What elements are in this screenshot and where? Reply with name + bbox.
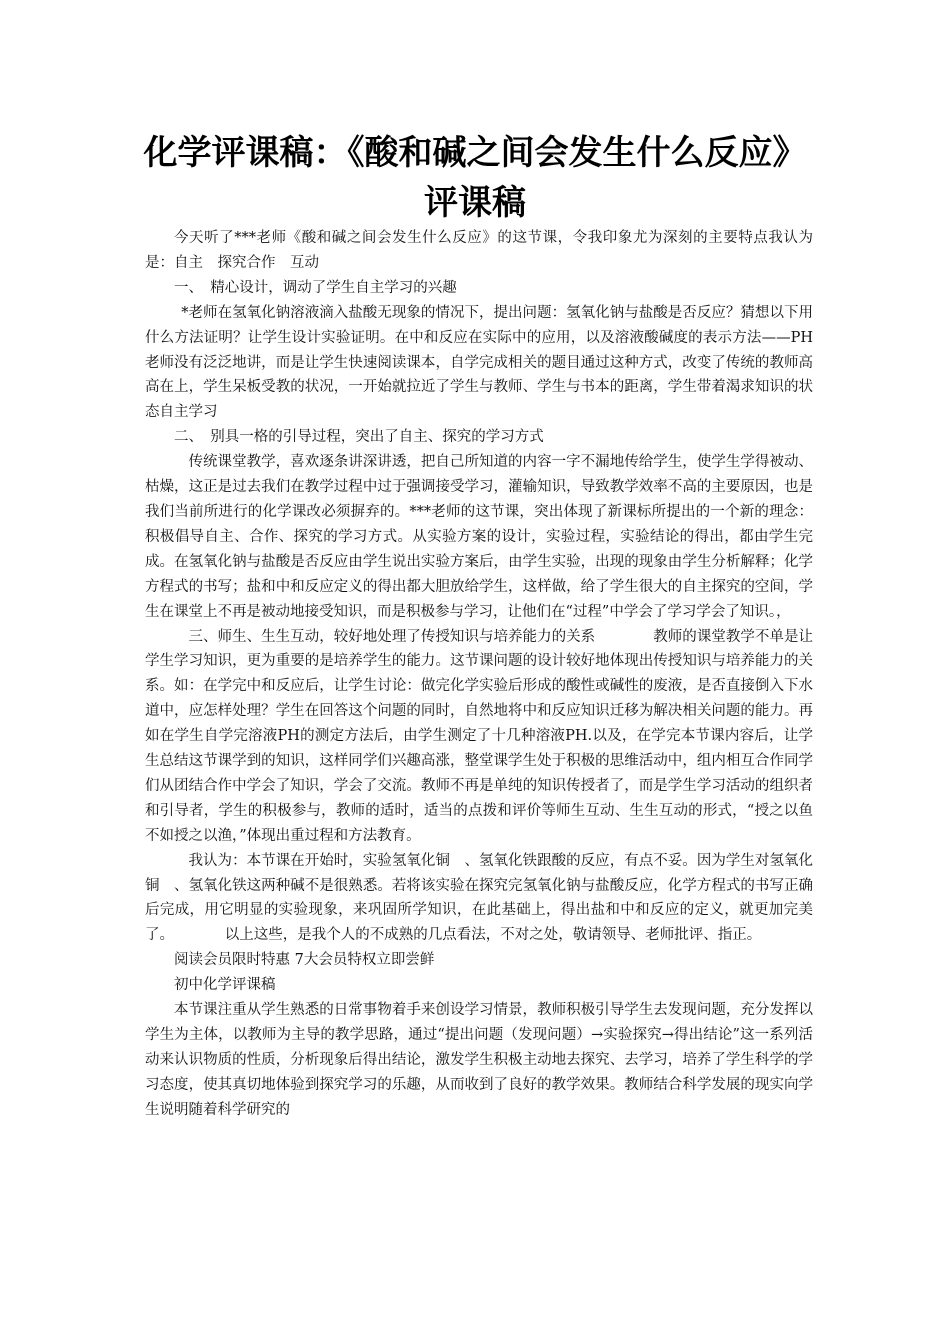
paragraph-opinion: 我认为：本节课在开始时，实验氢氧化铜 、氢氧化铁跟酸的反应，有点不妥。因为学生对氢氧化铜 、氢氧化铁这两种碱不是很熟悉。若将该实验在探究完氢氧化钠与盐酸反应，化学方程式的书写正确后完成，用它明显的实验现象，来巩固所学知识，在此基础上，得出盐和中和反应的定义，就更加完美了。 以上这些，是我个人的不成熟的几点看法，不对之处，敬请领导、老师批评、指正。 [145,852,813,944]
paragraph-section-3: 三、师生、生生互动，较好地处理了传授知识与培养能力的关系 教师的课堂教学不单是让学生学习知识，更为重要的是培养学生的能力。这节课问题的设计较好地体现出传授知识与培养能力的关系。如：在学完中和反应后，让学生讨论：做完化学实验后形成的酸性或碱性的废液，是否直接倒入下水道中，应怎样处理？学生在回答这个问题的同时，自然地将中和反应知识迁移为解决相关问题的能力。再如在学生自学完溶液PH的测定方法后，由学生测定了十几种溶液PH.以及，在学完本节课内容后，让学生总结这节课学到的知识，这样同学们兴趣高涨，整堂课学生处于积极的思维活动中，组内相互合作同学们从团结合作中学会了知识，学会了交流。教师不再是单纯的知识传授者了，而是学生学习活动的组织者和引导者，学生的积极参与，教师的适时，适当的点拨和评价等师生互动、生生互动的形式，“授之以鱼不如授之以渔，”体现出重过程和方法教育。 [145,628,813,844]
paragraph-section-1: *老师在氢氧化钠溶液滴入盐酸无现象的情况下，提出问题：氢氧化钠与盐酸是否反应？猜想以下用什么方法证明？让学生设计实验证明。在中和反应在实际中的应用，以及溶液酸碱度的表示方法——PH老师没有泛泛地讲，而是让学生快速阅读课本，自学完成相关的题目通过这种方式，改变了传统的教师高高在上，学生呆板受教的状况，一开始就拉近了学生与教师、学生与书本的距离，学生带着渴求知识的状态自主学习 [145,304,813,421]
paragraph-intro: 今天听了***老师《酸和碱之间会发生什么反应》的这节课，令我印象尤为深刻的主要特点我认为是：自主 探究合作 互动 [145,230,813,271]
section-title-junior-chemistry: 初中化学评课稿 [174,977,276,994]
section-heading-2: 二、 别具一格的引导过程，突出了自主、探究的学习方式 [174,429,544,446]
member-promo-line: 阅读会员限时特惠 7大会员特权立即尝鲜 [174,952,435,969]
document-title: 化学评课稿：《酸和碱之间会发生什么反应》评课稿 [143,133,807,223]
paragraph-junior-chemistry: 本节课注重从学生熟悉的日常事物着手来创设学习情景，教师积极引导学生去发现问题，充分发挥以学生为主体，以教师为主导的教学思路，通过“提出问题（发现问题）→实验探究→得出结论”这一系列活动来认识物质的性质，分析现象后得出结论，激发学生积极主动地去探究、去学习，培养了学生科学的学习态度，使其真切地体验到探究学习的乐趣，从而收到了良好的教学效果。教师结合科学发展的现实向学生说明随着科学研究的 [145,1002,813,1118]
paragraph-section-2: 传统课堂教学，喜欢逐条讲深讲透，把自己所知道的内容一字不漏地传给学生，使学生学得被动、枯燥，这正是过去我们在教学过程中过于强调接受学习，灌输知识，导致教学效率不高的主要原因，也是我们当前所进行的化学课改必须摒弃的。***老师的这节课，突出体现了新课标所提出的一个新的理念：积极倡导自主、合作、探究的学习方式。从实验方案的设计，实验过程，实验结论的得出，都由学生完成。在氢氧化钠与盐酸是否反应由学生说出实验方案后，由学生实验，出现的现象由学生分析解释；化学方程式的书写；盐和中和反应定义的得出都大胆放给学生，这样做，给了学生很大的自主探究的空间，学生在课堂上不再是被动地接受知识，而是积极参与学习，让他们在“过程”中学会了学习学会了知识。， [145,454,813,620]
section-heading-1: 一、 精心设计，调动了学生自主学习的兴趣 [174,279,457,296]
document-body [145,226,813,1123]
